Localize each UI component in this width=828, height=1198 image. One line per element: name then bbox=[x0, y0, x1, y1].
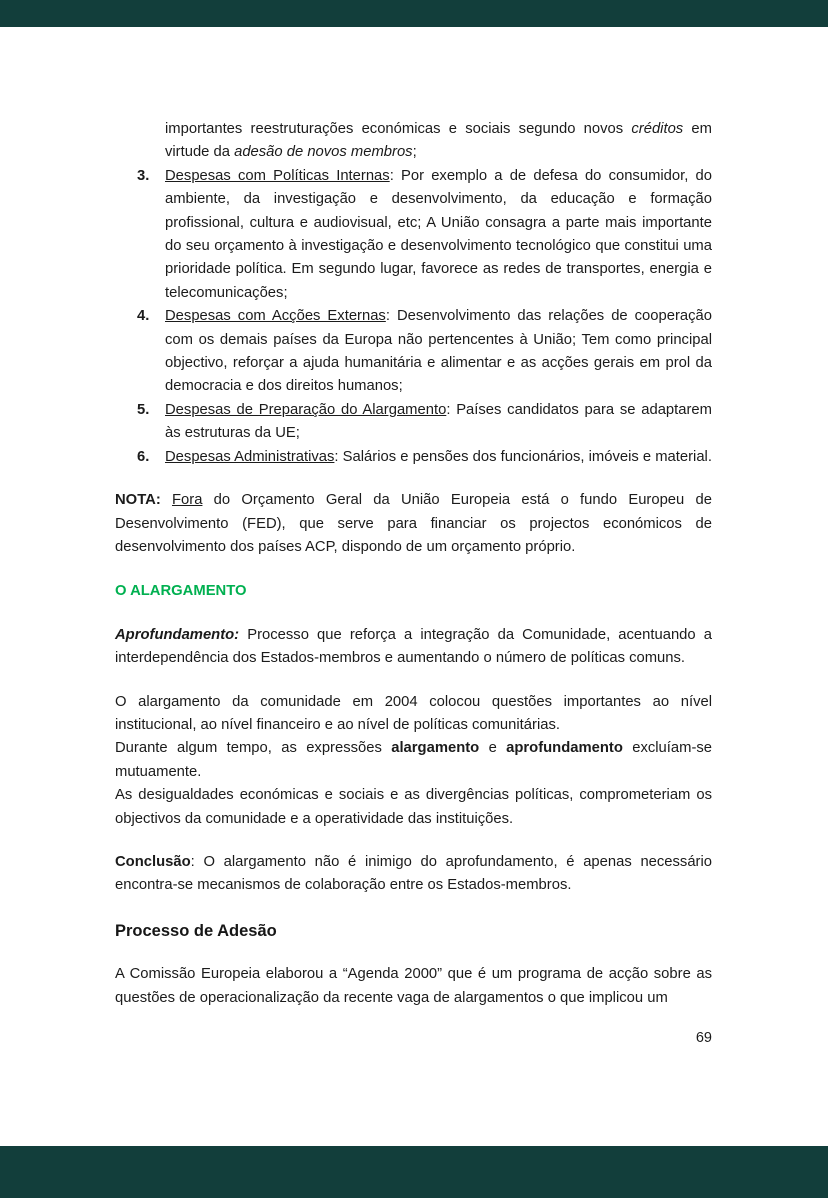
conclusao-label: Conclusão bbox=[115, 853, 191, 870]
paragraph-durante bbox=[115, 737, 712, 784]
text-run: : bbox=[385, 308, 397, 325]
paragraph-conclusao bbox=[115, 851, 712, 898]
list-item-title: Despesas Administrativas bbox=[165, 448, 335, 465]
text-run: excluíam-se mutuamente. bbox=[115, 740, 713, 780]
text-run: em virtude da bbox=[165, 121, 712, 161]
text-run-italic: créditos bbox=[631, 121, 684, 137]
list-item-3 bbox=[137, 165, 712, 305]
text-run-underlined: Fora bbox=[172, 492, 203, 509]
paragraph-continuation bbox=[165, 118, 712, 165]
nota-label: NOTA: bbox=[115, 492, 172, 509]
list-item-text bbox=[165, 399, 712, 446]
text-run-italic: adesão de novos membros bbox=[234, 144, 413, 161]
text-run: Salários e pensões dos funcionários, imóveis e material. bbox=[342, 448, 712, 465]
paragraph-agenda-2000: A Comissão Europeia elaborou a “Agenda 2000” que é um programa de acção sobre as questões de operacionalização da recente vaga de alargamentos o que implicou um bbox=[115, 966, 712, 1006]
paragraph-alargamento-2004: O alargamento da comunidade em 2004 colocou questões importantes ao nível institucional, ao nível financeiro e ao nível de políticas comunitárias. bbox=[115, 693, 712, 733]
list-item-title: Despesas com Políticas Internas bbox=[165, 167, 390, 184]
text-run: Processo que reforça a integração da Comunidade, acentuando a interdependência dos Estados-membros e aumentando o número de políticas comuns. bbox=[115, 626, 712, 667]
text-run-bold: alargamento bbox=[391, 740, 480, 757]
heading-o-alargamento: O ALARGAMENTO bbox=[115, 583, 247, 600]
list-item-5 bbox=[137, 399, 712, 446]
list-item-4 bbox=[137, 305, 712, 399]
text-run: importantes reestruturações económicas e sociais segundo novos bbox=[165, 121, 632, 137]
list-number: 4. bbox=[137, 308, 150, 325]
text-run: Durante algum tempo, as expressões bbox=[115, 740, 392, 757]
text-run: Desenvolvimento das relações de cooperação com os demais países da Europa não pertencentes à União; Tem como principal objectivo, reforçar a ajuda humanitária e alimentar e as acções gerais em prol da democracia e dos direitos humanos; bbox=[165, 308, 712, 395]
list-number: 3. bbox=[137, 167, 150, 184]
text-run: : bbox=[334, 448, 343, 465]
paragraph-nota bbox=[115, 489, 712, 559]
list-item-6 bbox=[137, 446, 712, 469]
text-run: : bbox=[389, 167, 401, 184]
text-run: Países candidatos para se adaptarem às estruturas da UE; bbox=[165, 401, 712, 442]
page-number: 69 bbox=[695, 1030, 712, 1046]
page-content bbox=[0, 27, 828, 1010]
paragraph-desigualdades: As desigualdades económicas e sociais e as divergências políticas, comprometeriam os objectivos da comunidade e a operatividade das instituições. bbox=[115, 787, 712, 827]
text-run: : O alargamento não é inimigo do aprofundamento, é apenas necessário encontra-se mecanismos de colaboração entre os Estados-membros. bbox=[115, 853, 712, 894]
text-run: ; bbox=[412, 144, 417, 161]
numbered-list bbox=[115, 165, 712, 469]
list-item-title: Despesas de Preparação do Alargamento bbox=[165, 401, 447, 418]
text-run: Por exemplo a de defesa do consumidor, do ambiente, da investigação e desenvolvimento, da educação e formação profissional, cultura e audiovisual, etc; A União consagra a parte mais importante do seu orçamento à investigação e desenvolvimento tecnológico que constitui uma prioridade política. Em segundo lugar, favorece as redes de transportes, energia e telecomunicações; bbox=[165, 167, 712, 301]
list-number: 5. bbox=[137, 401, 150, 418]
text-run: : bbox=[446, 401, 457, 418]
list-item-title: Despesas com Acções Externas bbox=[165, 308, 386, 325]
list-item-text bbox=[165, 165, 712, 305]
document-page bbox=[0, 27, 828, 1146]
list-item-text bbox=[165, 446, 712, 469]
paragraph-aprofundamento bbox=[115, 624, 712, 671]
text-run: e bbox=[479, 740, 507, 757]
list-number: 6. bbox=[137, 448, 150, 465]
text-run: do Orçamento Geral da União Europeia está o fundo Europeu de Desenvolvimento (FED), que serve para financiar os projectos económicos de desenvolvimento dos países ACP, dispondo de um orçamento próprio. bbox=[115, 492, 712, 555]
text-run-bold: aprofundamento bbox=[506, 740, 623, 757]
heading-processo-de-adesao: Processo de Adesão bbox=[115, 921, 277, 940]
list-item-text bbox=[165, 305, 712, 399]
term-aprofundamento: Aprofundamento: bbox=[115, 626, 240, 643]
